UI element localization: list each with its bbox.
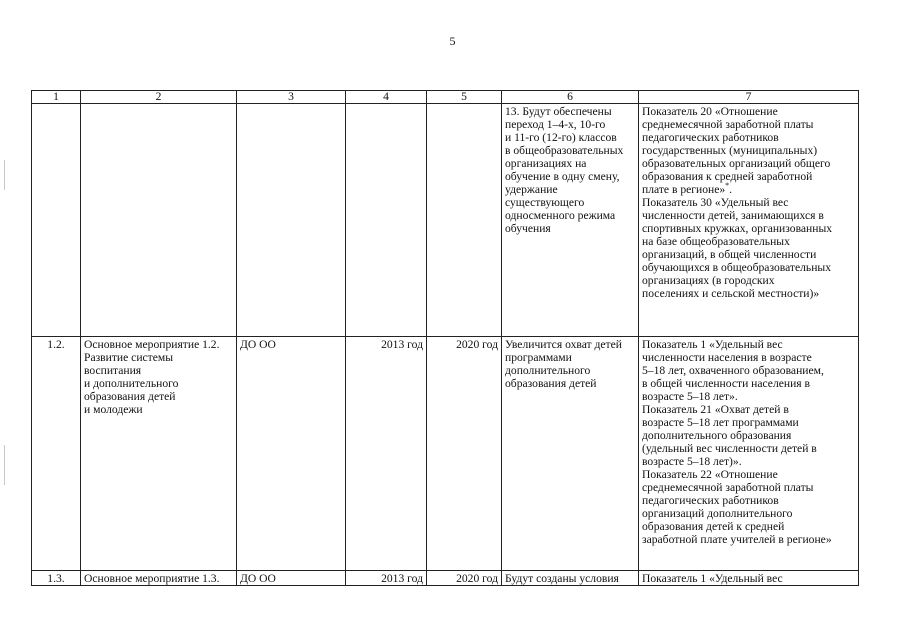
indicators-cell <box>639 104 859 337</box>
event-line: и дополнительного <box>84 377 179 390</box>
indicator-line: Показатель 20 «Отношение <box>642 105 778 118</box>
executor-cell <box>237 104 346 337</box>
indicator-line: заработной плате учителей в регионе» <box>642 533 832 546</box>
event-cell <box>81 337 237 571</box>
result-line: дополнительного <box>505 364 591 377</box>
indicator-line: Показатель 21 «Охват детей в <box>642 403 789 416</box>
indicator-line: Показатель 22 «Отношение <box>642 468 778 481</box>
table-row <box>32 104 859 337</box>
event-line: воспитания <box>84 364 142 377</box>
result-line: Будут созданы условия <box>505 572 619 585</box>
result-line: 13. Будут обеспечены <box>505 105 612 118</box>
result-cell <box>502 104 639 337</box>
indicator-line: педагогических работников <box>642 494 779 507</box>
end-year-cell <box>427 104 502 337</box>
event-line: образования детей <box>84 390 176 403</box>
result-cell <box>502 337 639 571</box>
header-cell: 1 <box>32 91 81 104</box>
indicator-line: организаций, в общей численности <box>642 248 817 261</box>
result-line: в общеобразовательных <box>505 144 624 157</box>
indicator-line: поселениях и сельской местности)» <box>642 287 820 300</box>
indicator-line: дополнительного образования <box>642 429 792 442</box>
header-cell: 2 <box>81 91 237 104</box>
event-cell <box>81 104 237 337</box>
end-year-cell: 2020 год <box>427 571 502 586</box>
indicator-line <box>642 183 855 196</box>
event-line: Основное мероприятие 1.2. <box>84 338 220 351</box>
result-line: обучения <box>505 222 551 235</box>
result-line: программами <box>505 351 572 364</box>
row-number: 1.3. <box>32 571 81 586</box>
header-cell: 7 <box>639 91 859 104</box>
indicator-line: Показатель 1 «Удельный вес <box>642 572 783 585</box>
result-line: и 11-го (12-го) классов <box>505 131 617 144</box>
indicator-line: Показатель 1 «Удельный вес <box>642 338 783 351</box>
result-line: образования детей <box>505 377 597 390</box>
indicator-line: организаций дополнительного <box>642 507 793 520</box>
header-cell: 4 <box>346 91 427 104</box>
indicator-line: государственных (муниципальных) <box>642 144 818 157</box>
indicators-cell <box>639 337 859 571</box>
indicator-line: (удельный вес численности детей в <box>642 442 817 455</box>
row-number: 1.2. <box>32 337 81 571</box>
header-cell: 5 <box>427 91 502 104</box>
table-row <box>32 337 859 571</box>
start-year-cell: 2013 год <box>346 337 427 571</box>
indicator-line: численности населения в возрасте <box>642 351 812 364</box>
indicator-line: на базе общеобразовательных <box>642 235 790 248</box>
indicator-line: возрасте 5–18 лет программами <box>642 416 799 429</box>
footnote-punctuation: . <box>729 183 733 196</box>
start-year-cell: 2013 год <box>346 571 427 586</box>
program-table <box>31 90 859 586</box>
result-line: односменного режима <box>505 209 616 222</box>
indicator-line: 5–18 лет, охваченного образованием, <box>642 364 824 377</box>
indicator-line: возрасте 5–18 лет». <box>642 390 738 403</box>
executor-cell: ДО ОО <box>237 571 346 586</box>
indicator-line: возрасте 5–18 лет)». <box>642 455 742 468</box>
indicator-line: в общей численности населения в <box>642 377 810 390</box>
page-number: 5 <box>449 34 456 48</box>
indicator-line: среднемесячной заработной платы <box>642 118 814 131</box>
indicator-line: организациях (в городских <box>642 274 775 287</box>
indicator-line: образования к средней заработной <box>642 170 813 183</box>
result-line: существующего <box>505 196 585 209</box>
header-cell: 3 <box>237 91 346 104</box>
result-cell <box>502 571 639 586</box>
indicator-line: обучающихся в общеобразовательных <box>642 261 831 274</box>
result-line: удержание <box>505 183 558 196</box>
header-cell: 6 <box>502 91 639 104</box>
indicator-line: педагогических работников <box>642 131 779 144</box>
indicators-cell <box>639 571 859 586</box>
event-line: и молодежи <box>84 403 143 416</box>
table-row <box>32 571 859 586</box>
indicator-text: плате в регионе» <box>642 183 726 196</box>
footnote-mark: * <box>725 181 730 191</box>
indicator-line: численности детей, занимающихся в <box>642 209 824 222</box>
header-row <box>32 91 859 104</box>
result-line: обучение в одну смену, <box>505 170 620 183</box>
event-line: Основное мероприятие 1.3. <box>84 572 220 585</box>
scan-mark <box>4 445 5 485</box>
row-number <box>32 104 81 337</box>
indicator-line: спортивных кружках, организованных <box>642 222 833 235</box>
scan-mark <box>4 160 5 190</box>
result-line: Увеличится охват детей <box>505 338 622 351</box>
executor-cell: ДО ОО <box>237 337 346 571</box>
result-line: переход 1–4-х, 10-го <box>505 118 606 131</box>
start-year-cell <box>346 104 427 337</box>
result-line: организациях на <box>505 157 587 170</box>
event-cell <box>81 571 237 586</box>
end-year-cell: 2020 год <box>427 337 502 571</box>
event-line: Развитие системы <box>84 351 174 364</box>
indicator-line: Показатель 30 «Удельный вес <box>642 196 789 209</box>
indicator-line: среднемесячной заработной платы <box>642 481 814 494</box>
indicator-line: образовательных организаций общего <box>642 157 831 170</box>
indicator-line: образования детей к средней <box>642 520 785 533</box>
